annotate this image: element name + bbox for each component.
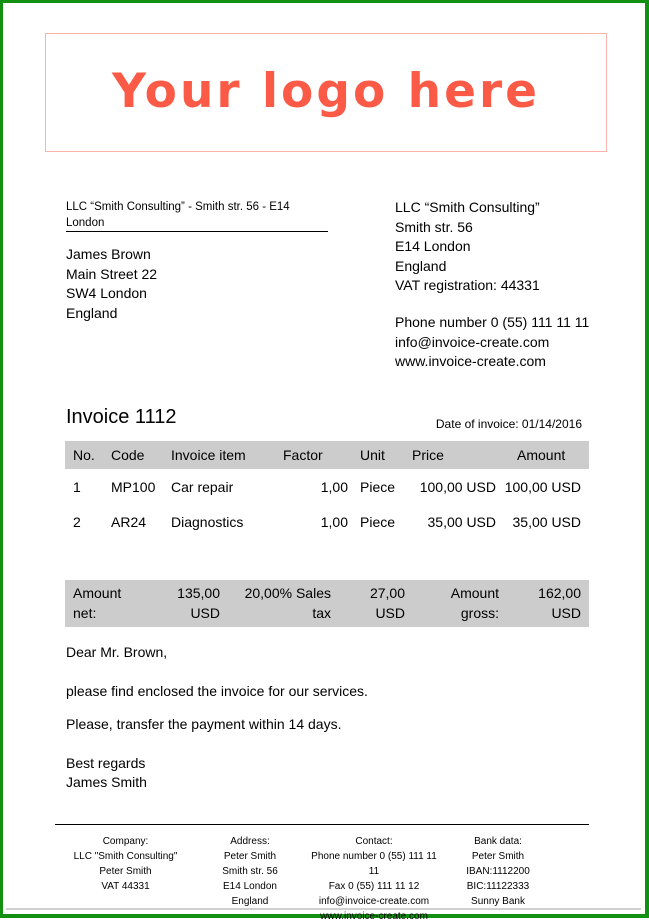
footer-address-city: E14 London — [223, 881, 277, 892]
contact-phone: Phone number 0 (55) 111 11 11 — [395, 314, 590, 330]
footer-bank-name: Sunny Bank — [471, 896, 525, 907]
footer-divider — [55, 824, 589, 825]
cell-amount: 35,00 USD — [512, 513, 581, 530]
cell-item: Car repair — [171, 478, 234, 495]
contact-website: www.invoice-create.com — [395, 353, 546, 369]
letter-closing: Best regards — [66, 755, 146, 771]
footer-address-street: Smith str. 56 — [222, 866, 278, 877]
header-price: Price — [405, 441, 502, 469]
footer-contact-email: info@invoice-create.com — [318, 896, 430, 907]
footer-address — [210, 834, 290, 909]
footer-address-country: England — [231, 896, 269, 907]
company-address — [395, 198, 540, 296]
cell-unit: Piece — [360, 478, 396, 495]
footer-bank-bic: BIC:11122333 — [466, 881, 530, 892]
cell-item: Diagnostics — [171, 513, 244, 530]
amount-gross-label-line2: gross: — [460, 604, 499, 621]
amount-gross-label-line1: Amount — [450, 585, 499, 601]
cell-code: MP100 — [111, 478, 156, 495]
company-country: England — [395, 257, 447, 274]
amount-net-value — [177, 584, 220, 623]
footer-address-heading: Address: — [230, 836, 270, 847]
table-row — [65, 469, 589, 504]
cell-unit: Piece — [360, 513, 396, 530]
footer-company-heading: Company: — [102, 836, 149, 847]
header-factor: Factor — [283, 441, 360, 469]
letter-greeting: Dear Mr. Brown, — [66, 644, 168, 660]
sales-tax-label-line1: 20,00% Sales — [244, 585, 331, 601]
amount-net-label-line2: net: — [73, 604, 97, 621]
footer-company-person: Peter Smith — [99, 866, 152, 877]
cell-factor: 1,00 — [320, 478, 348, 495]
sales-tax-label-line2: tax — [312, 604, 331, 621]
header-code: Code — [111, 441, 171, 469]
amount-gross-label — [451, 584, 499, 623]
footer-company — [63, 834, 188, 894]
letter-signature: James Smith — [66, 774, 147, 790]
footer-contact-phone: Phone number 0 (55) 111 11 11 — [311, 851, 437, 877]
invoice-title: Invoice 1112 — [66, 406, 177, 428]
recipient-street: Main Street 22 — [66, 265, 158, 282]
cell-code: AR24 — [111, 513, 147, 530]
footer-contact-heading: Contact: — [355, 836, 393, 847]
table-row — [65, 504, 589, 539]
footer-address-person: Peter Smith — [223, 851, 277, 862]
header-unit: Unit — [360, 441, 405, 469]
cell-factor: 1,00 — [320, 513, 348, 530]
company-contact — [395, 313, 589, 372]
footer-company-name: LLC "Smith Consulting" — [73, 851, 178, 862]
logo-text: Your logo here — [111, 64, 541, 119]
cell-price: 35,00 USD — [427, 513, 496, 530]
logo-placeholder — [45, 33, 607, 152]
cell-amount: 100,00 USD — [504, 478, 581, 495]
cell-no: 2 — [73, 513, 81, 530]
amount-gross-number: 162,00 — [538, 585, 581, 601]
totals-bar — [65, 580, 589, 627]
invoice-items-table — [65, 441, 589, 539]
amount-net-label-line1: Amount — [73, 585, 122, 601]
footer-contact-website: www.invoice-create.com — [320, 911, 428, 922]
sales-tax-label — [245, 584, 331, 623]
company-street: Smith str. 56 — [395, 218, 473, 235]
footer-company-vat: VAT 44331 — [101, 881, 150, 892]
recipient-city: SW4 London — [66, 285, 147, 301]
amount-gross-currency: USD — [551, 604, 581, 621]
footer-contact — [309, 834, 439, 924]
letter-line-1: please find enclosed the invoice for our services. — [66, 683, 368, 699]
sender-address-line: LLC “Smith Consulting” - Smith str. 56 - E14 London — [66, 199, 328, 232]
footer-bank-holder: Peter Smith — [471, 851, 525, 862]
recipient-country: England — [66, 304, 118, 321]
company-city: E14 London — [395, 238, 471, 254]
company-name: LLC “Smith Consulting” — [395, 199, 540, 215]
header-amount: Amount — [502, 441, 589, 469]
table-header-row — [65, 441, 589, 469]
company-vat: VAT registration: 44331 — [395, 277, 540, 293]
sales-tax-value — [370, 584, 405, 623]
sales-tax-currency: USD — [375, 604, 405, 621]
sales-tax-number: 27,00 — [369, 585, 405, 601]
amount-net-label — [73, 584, 121, 623]
amount-gross-value — [538, 584, 581, 623]
footer-bank-heading: Bank data: — [474, 836, 522, 847]
letter-line-2: Please, transfer the payment within 14 days. — [66, 716, 342, 732]
invoice-date: Date of invoice: 01/14/2016 — [435, 417, 582, 431]
header-no: No. — [65, 441, 111, 469]
header-item: Invoice item — [171, 441, 283, 469]
footer-bank — [453, 834, 543, 909]
recipient-address — [66, 245, 157, 323]
amount-net-currency: USD — [190, 604, 220, 621]
recipient-name: James Brown — [66, 246, 151, 262]
contact-email: info@invoice-create.com — [395, 333, 550, 350]
cell-price: 100,00 USD — [419, 478, 496, 495]
cell-no: 1 — [73, 478, 81, 495]
footer-bank-iban: IBAN:1112200 — [466, 866, 530, 877]
amount-net-number: 135,00 — [177, 585, 220, 601]
footer-contact-fax: Fax 0 (55) 111 11 12 — [328, 881, 420, 892]
